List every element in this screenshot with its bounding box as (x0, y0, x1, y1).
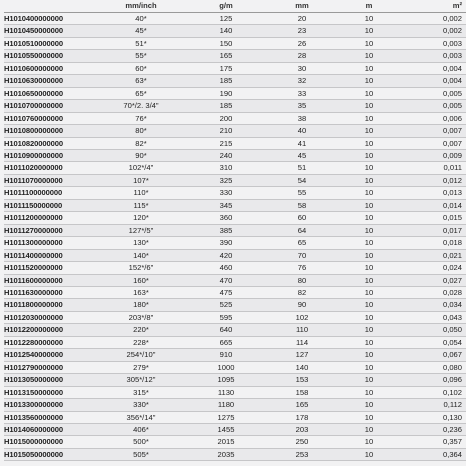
cell-weight: 390 (219, 238, 233, 248)
table-row (4, 87, 466, 99)
table-row (4, 411, 466, 423)
table-row (4, 37, 466, 49)
cell-size: 63* (135, 76, 147, 86)
table-row (4, 149, 466, 161)
cell-m2: 0,027 (442, 275, 462, 285)
cell-weight: 185 (219, 76, 233, 86)
cell-weight: 345 (219, 200, 233, 210)
cell-code: H1010650000000 (4, 88, 63, 98)
cell-weight: 200 (219, 113, 233, 123)
cell-m: 10 (364, 400, 374, 410)
cell-m: 10 (364, 312, 374, 322)
cell-m2: 0,054 (442, 337, 462, 347)
cell-mm: 58 (297, 200, 307, 210)
cell-m2: 0,005 (442, 88, 462, 98)
table-row (4, 436, 466, 448)
cell-code: H1015050000000 (4, 449, 63, 459)
cell-mm: 54 (297, 175, 307, 185)
cell-m: 10 (364, 250, 374, 260)
cell-weight: 1000 (217, 362, 235, 372)
table-row (4, 13, 466, 25)
cell-m2: 0,080 (442, 362, 462, 372)
cell-size: 82* (135, 138, 147, 148)
table-header (4, 0, 466, 13)
cell-weight: 2035 (217, 449, 235, 459)
header-code (4, 0, 96, 13)
cell-mm: 90 (297, 300, 307, 310)
cell-mm: 178 (295, 412, 309, 422)
cell-m2: 0,102 (442, 387, 462, 397)
cell-weight: 460 (219, 263, 233, 273)
cell-weight: 240 (219, 150, 233, 160)
table-row (4, 336, 466, 348)
cell-m2: 0,028 (442, 287, 462, 297)
cell-code: H1011070000000 (4, 175, 63, 185)
cell-code: H1011200000000 (4, 213, 63, 223)
cell-m: 10 (364, 14, 374, 23)
cell-weight: 475 (219, 287, 233, 297)
cell-mm: 110 (295, 325, 309, 335)
table-row (4, 349, 466, 361)
cell-code: H1011600000000 (4, 275, 63, 285)
cell-mm: 70 (297, 250, 307, 260)
cell-size: 152*/6" (128, 263, 154, 273)
cell-code: H1012280000000 (4, 337, 63, 347)
cell-mm: 127 (295, 350, 309, 360)
cell-code: H1011270000000 (4, 225, 63, 235)
cell-size: 70*/2. 3/4" (123, 101, 159, 111)
cell-weight: 2015 (217, 437, 235, 447)
cell-size: 65* (135, 88, 147, 98)
cell-mm: 30 (297, 63, 307, 73)
table-row (4, 125, 466, 137)
cell-size: 102*/4" (128, 163, 154, 173)
cell-size: 254*/10" (126, 350, 156, 360)
table-row (4, 174, 466, 186)
table-row (4, 286, 466, 298)
table-row (4, 324, 466, 336)
cell-m2: 0,007 (442, 138, 462, 148)
cell-weight: 1095 (217, 375, 235, 385)
cell-m2: 0,009 (442, 150, 462, 160)
cell-code: H1013050000000 (4, 375, 63, 385)
cell-weight: 190 (219, 88, 233, 98)
header-row (4, 0, 466, 13)
cell-weight: 330 (219, 188, 233, 198)
cell-code: H1011520000000 (4, 263, 63, 273)
cell-size: 163* (133, 287, 149, 297)
cell-size: 40* (135, 14, 147, 23)
cell-mm: 153 (295, 375, 309, 385)
table-row (4, 374, 466, 386)
table-row (4, 199, 466, 211)
cell-mm: 45 (297, 150, 307, 160)
cell-m: 10 (364, 150, 374, 160)
cell-m2: 0,006 (442, 113, 462, 123)
header-m: m (365, 1, 373, 10)
cell-size: 500* (133, 437, 149, 447)
cell-weight: 1130 (217, 387, 235, 397)
table-row (4, 299, 466, 311)
cell-weight: 325 (219, 175, 233, 185)
cell-size: 330* (133, 400, 149, 410)
cell-code: H1011630000000 (4, 287, 63, 297)
cell-m: 10 (364, 424, 374, 434)
cell-m2: 0,002 (442, 26, 462, 36)
cell-mm: 80 (297, 275, 307, 285)
cell-code: H1011300000000 (4, 238, 63, 248)
cell-code: H1010820000000 (4, 138, 63, 148)
cell-weight: 215 (219, 138, 233, 148)
cell-mm: 140 (295, 362, 309, 372)
cell-m2: 0,112 (443, 400, 462, 410)
table-row (4, 212, 466, 224)
cell-m: 10 (364, 449, 374, 459)
table-row (4, 274, 466, 286)
cell-size: 90* (135, 150, 147, 160)
cell-weight: 910 (219, 350, 233, 360)
table-row (4, 100, 466, 112)
cell-mm: 203 (295, 424, 309, 434)
cell-m: 10 (364, 350, 374, 360)
cell-mm: 253 (295, 449, 309, 459)
cell-weight: 360 (219, 213, 233, 223)
cell-code: H1013560000000 (4, 412, 63, 422)
cell-code: H1013150000000 (4, 387, 63, 397)
cell-mm: 76 (297, 263, 307, 273)
cell-code: H1010550000000 (4, 51, 63, 61)
cell-mm: 65 (297, 238, 307, 248)
table-row (4, 112, 466, 124)
cell-m: 10 (364, 138, 374, 148)
cell-size: 315* (133, 387, 149, 397)
cell-code: H1010630000000 (4, 76, 63, 86)
table-row (4, 187, 466, 199)
cell-m: 10 (364, 300, 374, 310)
cell-code: H1010700000000 (4, 101, 63, 111)
cell-code: H1011020000000 (4, 163, 63, 173)
cell-mm: 35 (297, 101, 307, 111)
cell-weight: 140 (219, 26, 233, 36)
cell-mm: 40 (297, 126, 307, 136)
cell-m: 10 (364, 412, 374, 422)
cell-code: H1012030000000 (4, 312, 63, 322)
cell-code: H1013300000000 (4, 400, 63, 410)
table-row (4, 237, 466, 249)
cell-m: 10 (364, 213, 374, 223)
table-row (4, 137, 466, 149)
cell-weight: 125 (219, 14, 233, 23)
cell-mm: 32 (297, 76, 307, 86)
cell-mm: 165 (295, 400, 309, 410)
cell-size: 406* (133, 424, 149, 434)
cell-size: 120* (133, 213, 149, 223)
cell-m2: 0,003 (442, 38, 462, 48)
cell-weight: 1275 (217, 412, 235, 422)
cell-m2: 0,043 (442, 312, 462, 322)
cell-mm: 41 (297, 138, 307, 148)
cell-m2: 0,013 (442, 188, 462, 198)
cell-m: 10 (364, 375, 374, 385)
cell-mm: 64 (297, 225, 307, 235)
cell-size: 76* (135, 113, 147, 123)
cell-code: H1012790000000 (4, 362, 63, 372)
cell-m2: 0,364 (442, 449, 462, 459)
cell-m2: 0,005 (442, 101, 462, 111)
cell-mm: 23 (297, 26, 307, 36)
table-row (4, 262, 466, 274)
cell-weight: 1180 (217, 400, 235, 410)
cell-mm: 102 (295, 312, 309, 322)
cell-mm: 51 (297, 163, 307, 173)
cell-m: 10 (364, 38, 374, 48)
cell-m2: 0,004 (442, 63, 462, 73)
cell-m: 10 (364, 362, 374, 372)
cell-m: 10 (364, 387, 374, 397)
cell-code: H1011400000000 (4, 250, 63, 260)
cell-size: 160* (133, 275, 149, 285)
cell-weight: 310 (219, 163, 233, 173)
cell-code: H1010400000000 (4, 14, 63, 23)
cell-weight: 185 (219, 101, 233, 111)
cell-m: 10 (364, 275, 374, 285)
cell-size: 356*/14" (126, 412, 156, 422)
table-row (4, 249, 466, 261)
header-m2: m² (452, 1, 462, 10)
cell-size: 305*/12" (126, 375, 156, 385)
cell-weight: 595 (219, 312, 233, 322)
cell-m: 10 (364, 175, 374, 185)
cell-m2: 0,015 (442, 213, 462, 223)
cell-size: 55* (135, 51, 147, 61)
table-row (4, 50, 466, 62)
cell-size: 80* (135, 126, 147, 136)
cell-size: 127*/5" (128, 225, 154, 235)
cell-size: 107* (133, 175, 149, 185)
cell-m: 10 (364, 76, 374, 86)
cell-weight: 175 (219, 63, 233, 73)
cell-weight: 150 (219, 38, 233, 48)
cell-code: H1010510000000 (4, 38, 63, 48)
cell-size: 279* (133, 362, 149, 372)
cell-mm: 28 (297, 51, 307, 61)
cell-code: H1010450000000 (4, 26, 63, 36)
cell-m: 10 (364, 26, 374, 36)
cell-code: H1010600000000 (4, 63, 63, 73)
cell-m2: 0,007 (442, 126, 462, 136)
cell-m: 10 (364, 337, 374, 347)
cell-mm: 26 (297, 38, 307, 48)
cell-m: 10 (364, 263, 374, 273)
cell-mm: 20 (297, 14, 307, 23)
cell-weight: 385 (219, 225, 233, 235)
cell-size: 51* (135, 38, 147, 48)
cell-size: 130* (133, 238, 149, 248)
cell-weight: 165 (219, 51, 233, 61)
cell-m: 10 (364, 51, 374, 61)
cell-m2: 0,130 (442, 412, 462, 422)
cell-mm: 250 (295, 437, 309, 447)
cell-size: 203*/8" (128, 312, 154, 322)
cell-m2: 0,014 (442, 200, 462, 210)
cell-weight: 525 (219, 300, 233, 310)
cell-m2: 0,067 (442, 350, 462, 360)
cell-weight: 1455 (217, 424, 235, 434)
cell-m: 10 (364, 113, 374, 123)
cell-code: H1011150000000 (4, 200, 63, 210)
cell-size: 115* (133, 200, 149, 210)
header-weight: g/m (219, 1, 233, 10)
cell-m2: 0,011 (443, 163, 462, 173)
cell-m2: 0,236 (442, 424, 462, 434)
table-row (4, 361, 466, 373)
cell-m: 10 (364, 287, 374, 297)
cell-mm: 55 (297, 188, 307, 198)
cell-m2: 0,018 (442, 238, 462, 248)
cell-m: 10 (364, 63, 374, 73)
cell-weight: 210 (219, 126, 233, 136)
cell-code: H1011100000000 (4, 188, 63, 198)
cell-m: 10 (364, 88, 374, 98)
table-row (4, 75, 466, 87)
cell-code: H1014060000000 (4, 424, 63, 434)
cell-code: H1015000000000 (4, 437, 63, 447)
cell-weight: 640 (219, 325, 233, 335)
table-row (4, 399, 466, 411)
cell-m: 10 (364, 225, 374, 235)
cell-m2: 0,096 (442, 375, 462, 385)
cell-m: 10 (364, 437, 374, 447)
cell-mm: 60 (297, 213, 307, 223)
cell-size: 505* (133, 449, 149, 459)
cell-mm: 33 (297, 88, 307, 98)
cell-mm: 38 (297, 113, 307, 123)
cell-code: H1010800000000 (4, 126, 63, 136)
cell-code: H1010900000000 (4, 150, 63, 160)
cell-m2: 0,004 (442, 76, 462, 86)
header-size: mm/inch (125, 1, 157, 10)
cell-code: H1011800000000 (4, 300, 63, 310)
cell-mm: 82 (297, 287, 307, 297)
cell-weight: 665 (219, 337, 233, 347)
cell-m: 10 (364, 101, 374, 111)
cell-size: 110* (133, 188, 149, 198)
cell-code: H1012540000000 (4, 350, 63, 360)
cell-m2: 0,017 (442, 225, 462, 235)
cell-m: 10 (364, 325, 374, 335)
table-row (4, 224, 466, 236)
cell-m: 10 (364, 200, 374, 210)
table-row (4, 386, 466, 398)
table-row (4, 311, 466, 323)
table-row (4, 448, 466, 460)
cell-m: 10 (364, 126, 374, 136)
cell-mm: 158 (295, 387, 309, 397)
cell-size: 45* (135, 26, 147, 36)
cell-m2: 0,034 (442, 300, 462, 310)
cell-m2: 0,021 (442, 250, 462, 260)
table-row (4, 423, 466, 435)
cell-size: 180* (133, 300, 149, 310)
cell-m2: 0,050 (442, 325, 462, 335)
cell-weight: 420 (219, 250, 233, 260)
cell-size: 60* (135, 63, 147, 73)
cell-m2: 0,357 (442, 437, 462, 447)
cell-m: 10 (364, 163, 374, 173)
cell-m: 10 (364, 188, 374, 198)
cell-m2: 0,002 (442, 14, 462, 23)
table-row (4, 162, 466, 174)
cell-m: 10 (364, 238, 374, 248)
cell-m2: 0,012 (442, 175, 462, 185)
cell-m2: 0,003 (442, 51, 462, 61)
cell-code: H1012200000000 (4, 325, 63, 335)
spec-table (4, 0, 466, 461)
cell-weight: 470 (219, 275, 233, 285)
header-mm: mm (295, 1, 309, 10)
cell-size: 220* (133, 325, 149, 335)
cell-mm: 114 (295, 337, 309, 347)
table-row (4, 25, 466, 37)
cell-size: 140* (133, 250, 149, 260)
cell-size: 228* (133, 337, 149, 347)
cell-m2: 0,024 (442, 263, 462, 273)
table-body (4, 13, 466, 461)
table-row (4, 62, 466, 74)
cell-code: H1010760000000 (4, 113, 63, 123)
